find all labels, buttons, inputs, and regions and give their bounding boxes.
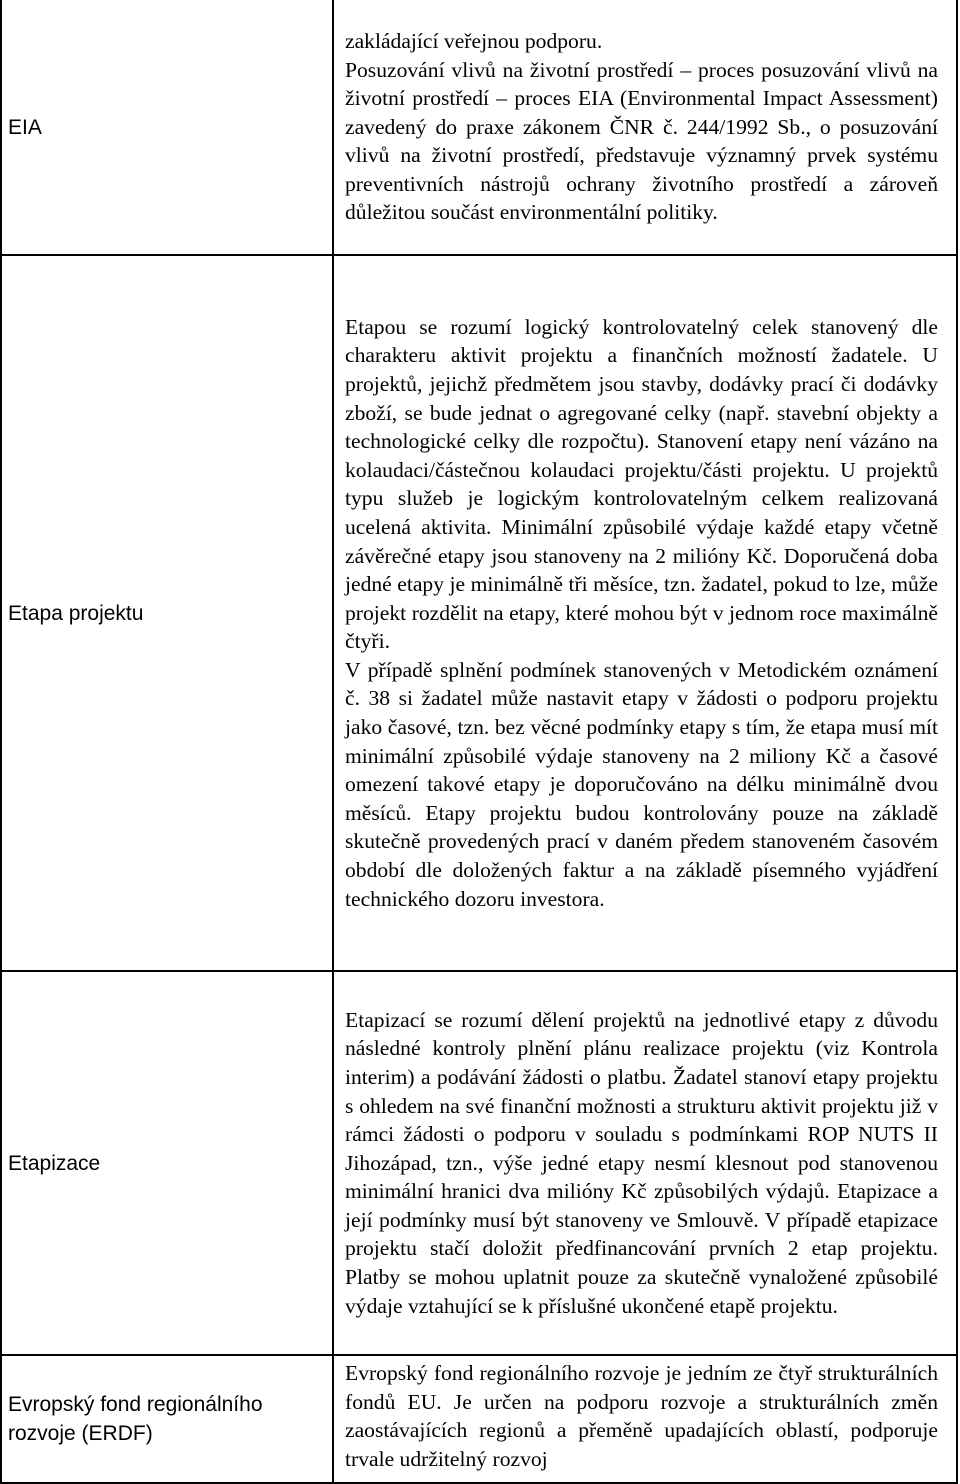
glossary-row-etapizace	[1, 971, 957, 1355]
definition-cell	[333, 971, 957, 1355]
term-label: Etapizace	[8, 1151, 101, 1175]
term-label: Evropský fond regionálního rozvoje (ERDF)	[8, 1393, 263, 1445]
definition-cell	[333, 0, 957, 255]
term-label: Etapa projektu	[8, 601, 144, 625]
term-cell	[1, 1355, 333, 1483]
definition-paragraph: V případě splnění podmínek stanovených v Metodickém oznámení č. 38 si žadatel může nastavit etapy v žádosti o podporu projektu jako časové, tzn. bez věcné podmínky etapy s tím, že etapa musí mít minimální způsobilé výdaje stanoveny na 2 miliony Kč a časové omezení takové etapy je doporučováno na délku minimálně dvou měsíců. Etapy projektu budou kontrolovány pouze na základě skutečně provedených prací v daném předem stanoveném časovém období dle doložených faktur a na základě písemného vyjádření technického dozoru investora.	[345, 657, 938, 911]
term-cell	[1, 255, 333, 971]
glossary-row-eia	[1, 0, 957, 255]
term-cell	[1, 971, 333, 1355]
definition-cell	[333, 255, 957, 971]
definition-cell	[333, 1355, 957, 1483]
glossary-row-erdf	[1, 1355, 957, 1483]
definition-paragraph: Evropský fond regionálního rozvoje je jedním ze čtyř strukturálních fondů EU. Je určen na podporu rozvoje a strukturálních změn zaostávajících regionů a přeměně upadajících oblastí, podporuje trvale udržitelný rozvoj	[345, 1361, 938, 1471]
definition-paragraph: zakládající veřejnou podporu.	[345, 28, 603, 53]
definition-paragraph: Etapou se rozumí logický kontrolovatelný celek stanovený dle charakteru aktivit projektu a finančních možností žadatele. U projektů, jejichž předmětem jsou stavby, dodávky prací či dodávky zboží, se bude jednat o agregované celky (např. stavební objekty a technologické celky dle rozpočtu). Stanovení etapy není vázáno na kolaudaci/částečnou kolaudaci projektu/části projektu. U projektů typu služeb je logickým kontrolovatelným celkem realizovaná ucelená aktivita. Minimální způsobilé výdaje každé etapy včetně závěrečné etapy jsou stanoveny na 2 milióny Kč. Doporučená doba jedné etapy je minimálně tři měsíce, tzn. žadatel, pokud to lze, může projekt rozdělit na etapy, které mohou být v jednom roce maximálně čtyři.	[345, 314, 938, 654]
term-label: EIA	[8, 115, 42, 139]
term-cell	[1, 0, 333, 255]
glossary-row-etapa-projektu	[1, 255, 957, 971]
definition-paragraph: Posuzování vlivů na životní prostředí – proces posuzování vlivů na životní prostředí – proces EIA (Environmental Impact Assessment) zavedený do praxe zákonem ČNR č. 244/1992 Sb., o posuzování vlivů na životní prostředí, představuje významný prvek systému preventivních nástrojů ochrany životního prostředí a zároveň důležitou součást environmentální politiky.	[345, 57, 938, 225]
definition-paragraph: Etapizací se rozumí dělení projektů na jednotlivé etapy z důvodu následné kontroly plnění plánu realizace projektu (viz Kontrola interim) a podávání žádosti o platbu. Žadatel stanoví etapy projektu s ohledem na své finanční možnosti a strukturu aktivit projektu již v rámci žádosti o podporu v souladu s podmínkami ROP NUTS II Jihozápad, tzn., výše jedné etapy nesmí klesnout pod stanovenou minimální hranici dva milióny Kč způsobilých výdajů. Etapizace a její podmínky musí být stanoveny ve Smlouvě. V případě etapizace projektu stačí doložit předfinancování prvních 2 etap projektu. Platby se mohou uplatnit pouze za skutečně vynaložené způsobilé výdaje vztahující se k příslušné ukončené etapě projektu.	[345, 1007, 938, 1318]
